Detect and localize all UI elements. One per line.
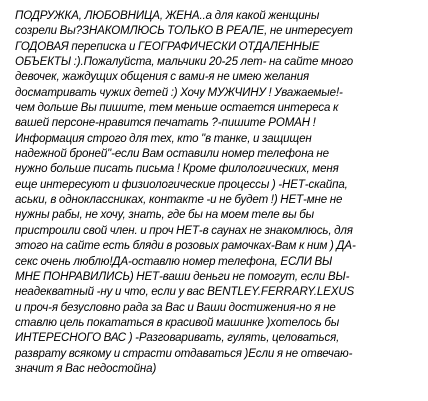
text-line: вашей персоне-нравится печатать ?-пишите РОМАН !: [15, 117, 316, 130]
text-line: секс очень люблю!ДА-оставлю номер телефона, ЕСЛИ ВЫ: [15, 255, 333, 268]
text-line: Информация строго для тех, кто "в танке, и защищен: [15, 132, 312, 145]
text-line: пристроили свой член. и проч НЕТ-в саунах не знакомлюсь, для: [15, 224, 353, 237]
text-line: ИНТЕРЕСНОГО ВАС ) -Разговаривать, гулять, целоваться,: [15, 332, 340, 345]
text-line: МНЕ ПОНРАВИЛИСЬ) НЕТ-ваши деньги не помогут, если ВЫ-: [15, 270, 350, 283]
text-line: разврату всякому и страсти отдаваться )Если я не отвечаю-: [15, 347, 353, 360]
text-line: и проч-я безусловно рада за Вас и Ваши достижения-но я не: [15, 301, 336, 314]
text-line: ГОДОВАЯ переписка и ГЕОГРАФИЧЕСКИ ОТДАЛЕННЫЕ: [15, 40, 320, 53]
text-line: этого на сайте есть бляди в розовых рамочках-Вам к ним ) ДА-: [15, 240, 356, 253]
text-line: девочек, жаждущих общения с вами-я не имею желания: [15, 71, 310, 84]
text-line: чем дольше Вы пишите, тем меньше остается интереса к: [15, 102, 339, 115]
text-line: нужно больше писать письма ! Кроме филологических, меня: [15, 163, 339, 176]
text-line: ПОДРУЖКА, ЛЮБОВНИЦА, ЖЕНА..а для какой женщины: [15, 10, 320, 22]
text-line: еще интересуют и физиологические процессы ) -НЕТ-скайпа,: [15, 178, 348, 191]
text-line: ОБЪЕКТЫ :).Пожалуйста, мальчики 20-25 лет- на сайте много: [15, 56, 354, 69]
text-line: неадекватный -ну и что, если у вас BENTLEY.FERRARY.LEXUS: [15, 286, 355, 299]
text-line: нужны рабы, не хочу, знать, где бы на моем теле вы бы: [15, 209, 314, 222]
text-line: ставлю цель покататься в красивой машинке )хотелось бы: [15, 316, 340, 329]
text-line: досматривать чужих детей :) Хочу МУЖЧИНУ ! Уважаемые!-: [15, 86, 343, 99]
text-line: значит я Вас недостойна): [15, 362, 157, 375]
profile-text: [15, 9, 421, 397]
text-line: аськи, в одноклассниках, контакте -и не будет !) НЕТ-мне не: [15, 194, 343, 207]
text-line: созрели Вы?ЗНАКОМЛЮСЬ ТОЛЬКО В РЕАЛЕ, не интересует: [15, 25, 353, 38]
text-line: надежной броней"-если Вам оставили номер телефона не: [15, 148, 329, 161]
